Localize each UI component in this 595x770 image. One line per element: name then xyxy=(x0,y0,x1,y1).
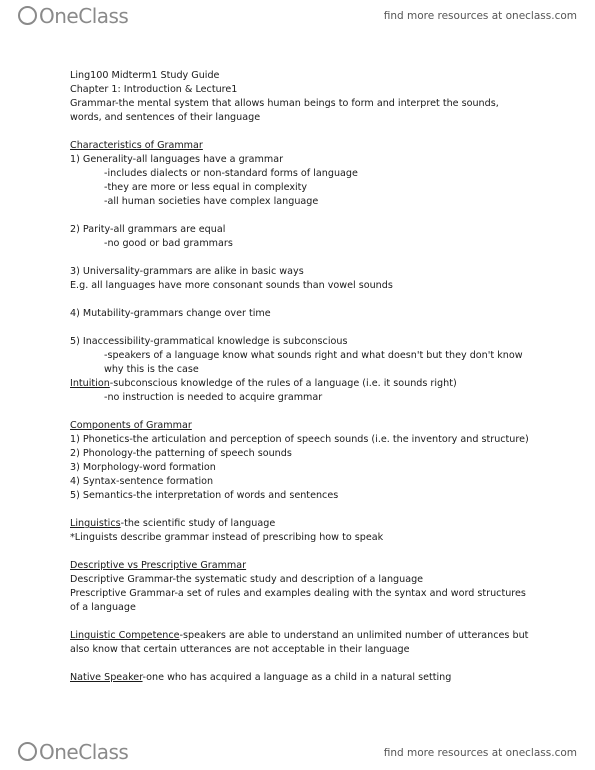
universality-item: 3) Universality-grammars are alike in basic ways xyxy=(70,266,304,277)
grammar-definition-line-1: Grammar-the mental system that allows human beings to form and interpret the sounds, xyxy=(70,98,499,109)
inaccessibility-item: 5) Inaccessibility-grammatical knowledge is subconscious xyxy=(70,336,348,347)
competence-definition-2: also know that certain utterances are not acceptable in their language xyxy=(70,644,410,655)
descriptive-definition: Descriptive Grammar-the systematic study and description of a language xyxy=(70,574,424,585)
intuition-definition xyxy=(70,377,570,391)
linguistics-definition xyxy=(70,517,570,531)
generality-point: -they are more or less equal in complexity xyxy=(104,182,308,193)
linguistics-note: *Linguists describe grammar instead of prescribing how to speak xyxy=(70,532,384,543)
logo-text: OneClass xyxy=(39,740,129,764)
characteristics-heading: Characteristics of Grammar xyxy=(70,140,203,151)
components-heading: Components of Grammar xyxy=(70,420,192,431)
intuition-def: -subconscious knowledge of the rules of a language (i.e. it sounds right) xyxy=(109,378,457,389)
native-speaker-definition xyxy=(70,671,570,685)
linguistics-term: Linguistics xyxy=(70,518,121,529)
prescriptive-definition-2: of a language xyxy=(70,602,136,613)
generality-item: 1) Generality-all languages have a grammar xyxy=(70,154,284,165)
footer-tagline: find more resources at oneclass.com xyxy=(383,747,577,759)
competence-def-1: -speakers are able to understand an unlimited number of utterances but xyxy=(179,630,529,641)
oneclass-logo-footer xyxy=(18,742,128,762)
oneclass-logo xyxy=(18,6,128,26)
header-tagline: find more resources at oneclass.com xyxy=(383,10,577,22)
grammar-definition-line-2: words, and sentences of their language xyxy=(70,112,261,123)
intuition-term: Intuition xyxy=(70,378,110,389)
logo-circle-icon xyxy=(18,6,37,25)
competence-definition-1 xyxy=(70,629,570,643)
universality-example: E.g. all languages have more consonant sounds than vowel sounds xyxy=(70,280,393,291)
prescriptive-definition-1: Prescriptive Grammar-a set of rules and examples dealing with the syntax and word structures xyxy=(70,588,526,599)
generality-point: -all human societies have complex language xyxy=(104,196,319,207)
parity-item: 2) Parity-all grammars are equal xyxy=(70,224,226,235)
native-speaker-def: -one who has acquired a language as a child in a natural setting xyxy=(142,672,452,683)
linguistics-def: -the scientific study of language xyxy=(120,518,276,529)
component-item: 3) Morphology-word formation xyxy=(70,462,216,473)
component-item: 1) Phonetics-the articulation and perception of speech sounds (i.e. the inventory and structure) xyxy=(70,434,529,445)
component-item: 5) Semantics-the interpretation of words and sentences xyxy=(70,490,339,501)
chapter-line: Chapter 1: Introduction & Lecture1 xyxy=(70,84,238,95)
study-guide-body xyxy=(70,69,570,685)
doc-title: Ling100 Midterm1 Study Guide xyxy=(70,70,220,81)
inaccessibility-point-2: why this is the case xyxy=(104,364,199,375)
component-item: 4) Syntax-sentence formation xyxy=(70,476,214,487)
logo-text: OneClass xyxy=(39,4,129,28)
competence-term: Linguistic Competence xyxy=(70,630,180,641)
logo-circle-icon xyxy=(18,742,37,761)
intuition-point: -no instruction is needed to acquire grammar xyxy=(104,392,323,403)
parity-point: -no good or bad grammars xyxy=(104,238,233,249)
generality-point: -includes dialects or non-standard forms of language xyxy=(104,168,358,179)
native-speaker-term: Native Speaker xyxy=(70,672,143,683)
component-item: 2) Phonology-the patterning of speech sounds xyxy=(70,448,292,459)
mutability-item: 4) Mutability-grammars change over time xyxy=(70,308,271,319)
descriptive-prescriptive-heading: Descriptive vs Prescriptive Grammar xyxy=(70,560,247,571)
inaccessibility-point-1: -speakers of a language know what sounds right and what doesn't but they don't know xyxy=(104,350,523,361)
